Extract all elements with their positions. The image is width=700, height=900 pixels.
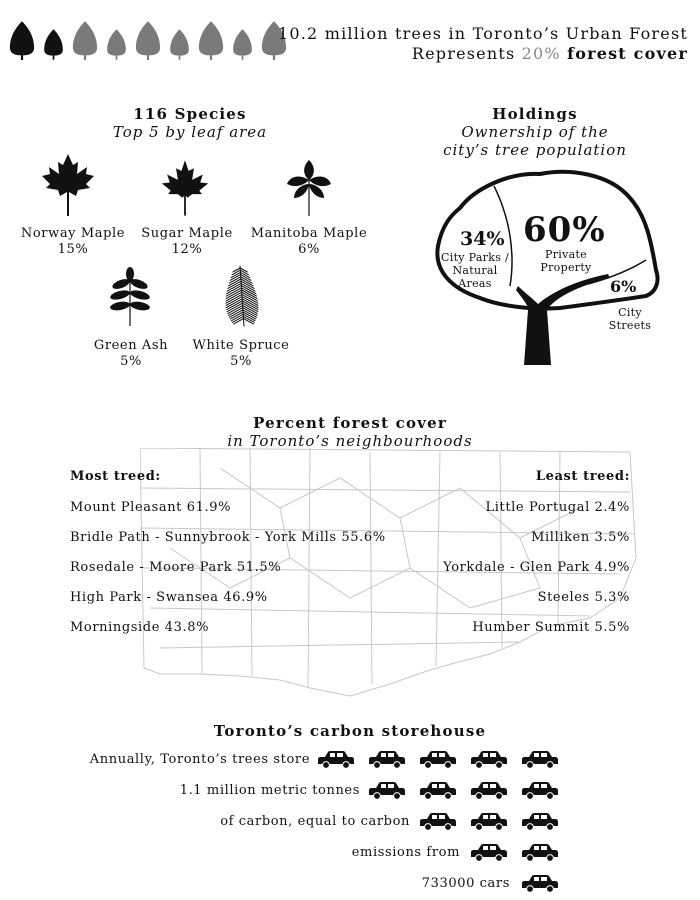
holdings-parks-percent: 34% [460, 228, 505, 250]
species-name: Norway Maple [20, 226, 126, 241]
holdings-parks-label-3: Areas [458, 277, 492, 290]
car-icon [519, 843, 559, 867]
holdings-subtitle-1: Ownership of the [461, 123, 609, 141]
header-headline: 10.2 million trees in Toronto’s Urban Forest [277, 24, 688, 43]
most-treed-item: Morningside 43.8% [70, 620, 210, 635]
least-treed-item: Humber Summit 5.5% [472, 620, 630, 635]
least-treed-item: Milliken 3.5% [531, 530, 630, 545]
holdings-private-label-2: Property [540, 261, 592, 274]
species-subtitle: Top 5 by leaf area [112, 123, 268, 141]
least-treed-heading: Least treed: [535, 469, 630, 484]
carbon-text-line: 733000 cars [421, 876, 510, 891]
car-icon [366, 781, 406, 805]
holdings-streets-label-1: City [618, 306, 642, 319]
car-icon [468, 812, 508, 836]
carbon-text-line: of carbon, equal to carbon [220, 814, 410, 829]
most-treed-item: Mount Pleasant 61.9% [70, 500, 232, 515]
most-treed-item: Bridle Path - Sunnybrook - York Mills 55.6% [70, 530, 386, 545]
most-treed-item: Rosedale - Moore Park 51.5% [70, 560, 282, 575]
car-icon [417, 750, 457, 774]
car-icon [519, 874, 559, 898]
holdings-title: Holdings [492, 105, 578, 123]
least-treed-item: Steeles 5.3% [537, 590, 630, 605]
car-icon [417, 781, 457, 805]
car-icon [519, 750, 559, 774]
holdings-streets-label-2: Streets [608, 319, 652, 332]
car-icon [315, 750, 355, 774]
forest-cover-subtitle: in Toronto’s neighbourhoods [227, 432, 473, 450]
holdings-private-percent: 60% [523, 210, 606, 250]
header-prefix: Represents [411, 44, 516, 63]
species-percent: 15% [57, 242, 89, 257]
car-icon [519, 781, 559, 805]
most-treed-heading: Most treed: [70, 469, 161, 484]
car-icon [519, 812, 559, 836]
carbon-text-line: emissions from [351, 845, 460, 860]
species-percent: 6% [298, 242, 320, 257]
holdings-private-label-1: Private [545, 248, 587, 261]
carbon-text-line: Annually, Toronto’s trees store [89, 752, 310, 767]
holdings-parks-label-2: Natural [452, 264, 498, 277]
carbon-title: Toronto’s carbon storehouse [213, 722, 487, 740]
species-title: 116 Species [133, 105, 247, 123]
species-name: Manitoba Maple [250, 226, 368, 241]
species-percent: 5% [230, 354, 252, 369]
least-treed-item: Yorkdale - Glen Park 4.9% [443, 560, 630, 575]
species-name: Green Ash [93, 338, 169, 353]
car-icon [366, 750, 406, 774]
least-treed-item: Little Portugal 2.4% [485, 500, 630, 515]
species-percent: 5% [120, 354, 142, 369]
car-icon [468, 781, 508, 805]
species-percent: 12% [171, 242, 203, 257]
holdings-streets-percent: 6% [610, 277, 637, 296]
forest-cover-title: Percent forest cover [253, 414, 447, 432]
carbon-text-line: 1.1 million metric tonnes [179, 783, 360, 798]
header-suffix: forest cover [567, 44, 688, 63]
holdings-parks-label-1: City Parks / [441, 251, 509, 264]
species-name: Sugar Maple [141, 226, 233, 241]
car-icon [417, 812, 457, 836]
most-treed-item: High Park - Swansea 46.9% [70, 590, 268, 605]
car-icon [468, 750, 508, 774]
species-name: White Spruce [192, 338, 290, 353]
header-percent: 20% [521, 44, 561, 63]
car-icon [468, 843, 508, 867]
holdings-subtitle-2: city’s tree population [443, 141, 627, 159]
